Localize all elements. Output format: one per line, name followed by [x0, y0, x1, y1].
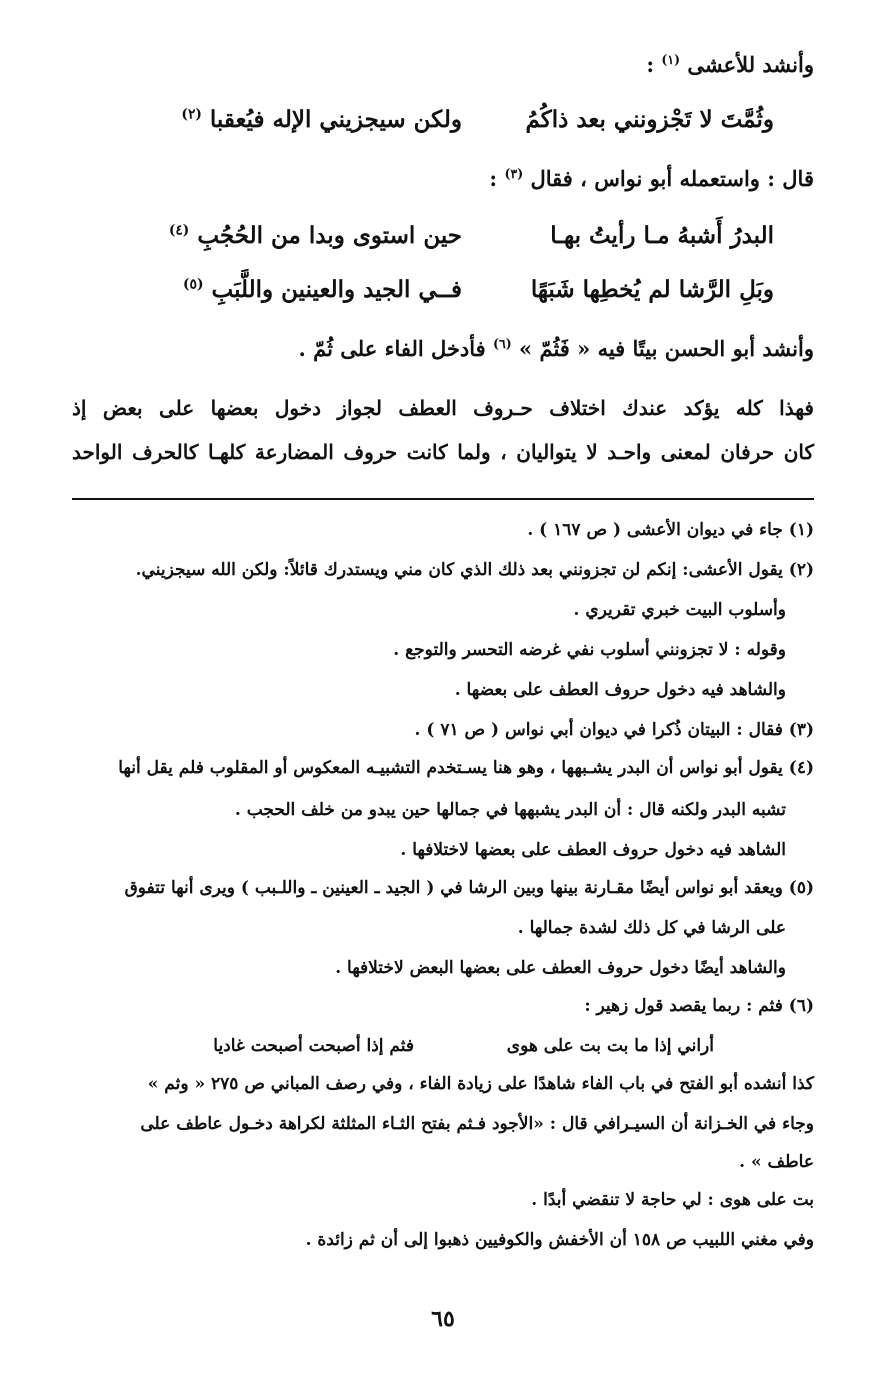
footnote-5-line-1: (٥) ويعقد أبو نواس أيضًا مقـارنة بينها وبين الرشا في ( الجيد ـ العينين ـ واللـبب ) ويرى أنها تتفوق — [124, 878, 814, 898]
footnote-ref-1: (١) — [661, 52, 681, 67]
footnote-6-line-6: وفي مغني اللبيب ص ١٥٨ أن الأخفش والكوفيين ذهبوا إلى أن ثم زائدة . — [305, 1230, 814, 1250]
verse-3-first-hemistich: وبَلِ الرَّشا لم يُخطِها شَبَهًا — [530, 276, 774, 303]
page-number: ٦٥ — [431, 1306, 455, 1332]
paragraph-line-1: فهذا كله يؤكد عندك اختلاف حـروف العطف لجواز دخول بعضها على بعض إذ — [72, 396, 814, 420]
verse-2-second-hemistich — [169, 222, 462, 249]
footnote-5-line-2: على الرشا في كل ذلك لشدة جمالها . — [517, 918, 786, 938]
footnote-6-verse-first: أراني إذا ما بت بت على هوى — [506, 1036, 714, 1056]
footnote-ref-6: (٦) — [493, 336, 512, 351]
footnote-4-line-3: الشاهد فيه دخول حروف العطف على بعضها لاختلافها . — [400, 840, 786, 860]
qala-line — [72, 166, 814, 191]
footnote-ref-4: (٤) — [168, 222, 190, 239]
verse-3-second-hemistich — [183, 276, 462, 303]
footnote-2-line-4: والشاهد فيه دخول حروف العطف على بعضها . — [454, 680, 786, 700]
qala-text: قال : واستعمله أبو نواس ، فقال — [530, 166, 814, 191]
footnote-separator — [72, 498, 814, 500]
abu-hasan-line — [72, 336, 814, 361]
footnote-6-line-1: (٦) فثم : ربما يقصد قول زهير : — [584, 996, 814, 1016]
verse-1-second-hemistich — [181, 106, 462, 133]
verse-2-first-hemistich: البدرُ أَشبهُ مـا رأيتُ بهـا — [550, 222, 774, 249]
verse-1-second-hemistich-text: ولكن سيجزيني الإله فيُعقبا — [209, 106, 462, 133]
footnote-6-line-4: عاطف » . — [739, 1152, 814, 1172]
footnote-ref-5: (٥) — [183, 276, 204, 293]
footnote-2-line-3: وقوله : لا تجزونني أسلوب نفي غرضه التحسر والتوجع . — [393, 640, 786, 660]
footnote-6-line-3: وجاء في الخـزانة أن السيـرافي قال : «الأجود فـثم بفتح الثـاء المثلثة لكراهة دخـول عاطف على — [140, 1114, 814, 1134]
verse-2 — [72, 222, 814, 256]
footnote-ref-3: (٣) — [504, 166, 524, 181]
qala-colon: : — [489, 166, 498, 191]
verse-3-second-hemistich-text: فــي الجيد والعينين واللَّبَبِ — [211, 276, 462, 303]
paragraph-line-2: كان حرفان لمعنى واحـد لا يتواليان ، ولما كانت حروف المضارعة كلهـا كالحرف الواحد — [72, 440, 814, 464]
verse-1 — [72, 106, 814, 140]
intro-asha-line — [72, 52, 814, 77]
footnote-6-verse — [72, 1036, 814, 1062]
footnote-6-line-5: بت على هوى : لي حاجة لا تنقضي أبدًا . — [531, 1190, 814, 1210]
footnote-2-line-2: وأسلوب البيت خبري تقريري . — [573, 600, 786, 620]
intro-asha-text: وأنشد للأعشى — [687, 52, 814, 77]
footnote-2-line-1: (٢) يقول الأعشى: إنكم لن تجزونني بعد ذلك الذي كان مني ويستدرك قائلاً: ولكن الله سيجزيني. — [135, 560, 814, 580]
footnote-1: (١) جاء في ديوان الأعشى ( ص ١٦٧ ) . — [527, 520, 814, 540]
footnote-6-verse-second: فثم إذا أصبحت أصبحت غاديا — [213, 1036, 414, 1056]
abu-hasan-text-a: وأنشد أبو الحسن بيتًا فيه « فَثُمّ » — [519, 336, 814, 361]
footnote-4-line-1: (٤) يقول أبو نواس أن البدر يشـبهها ، وهو هنا يسـتخدم التشبيـه المعكوس أو المقلوب فلم يقل أنها — [118, 758, 814, 778]
verse-3 — [72, 276, 814, 310]
intro-asha-colon: : — [646, 52, 655, 77]
abu-hasan-text-b: فأدخل الفاء على ثُمّ . — [298, 336, 486, 361]
verse-1-first-hemistich: وثُمَّتَ لا تَجْزونني بعد ذاكُمُ — [525, 106, 774, 133]
footnote-3: (٣) فقال : البيتان ذُكرا في ديوان أبي نواس ( ص ٧١ ) . — [414, 720, 814, 740]
footnote-6-line-2: كذا أنشده أبو الفتح في باب الفاء شاهدًا على زيادة الفاء ، وفي رصف المباني ص ٢٧٥ « وثم » — [147, 1074, 814, 1094]
footnote-5-line-3: والشاهد أيضًا دخول حروف العطف على بعضها البعض لاختلافها . — [335, 958, 786, 978]
verse-2-second-hemistich-text: حين استوى وبدا من الحُجُبِ — [197, 222, 462, 249]
footnote-ref-2: (٢) — [181, 106, 202, 123]
footnote-4-line-2: تشبه البدر ولكنه قال : أن البدر يشبهها في جمالها حين يبدو من خلف الحجب . — [234, 800, 786, 820]
